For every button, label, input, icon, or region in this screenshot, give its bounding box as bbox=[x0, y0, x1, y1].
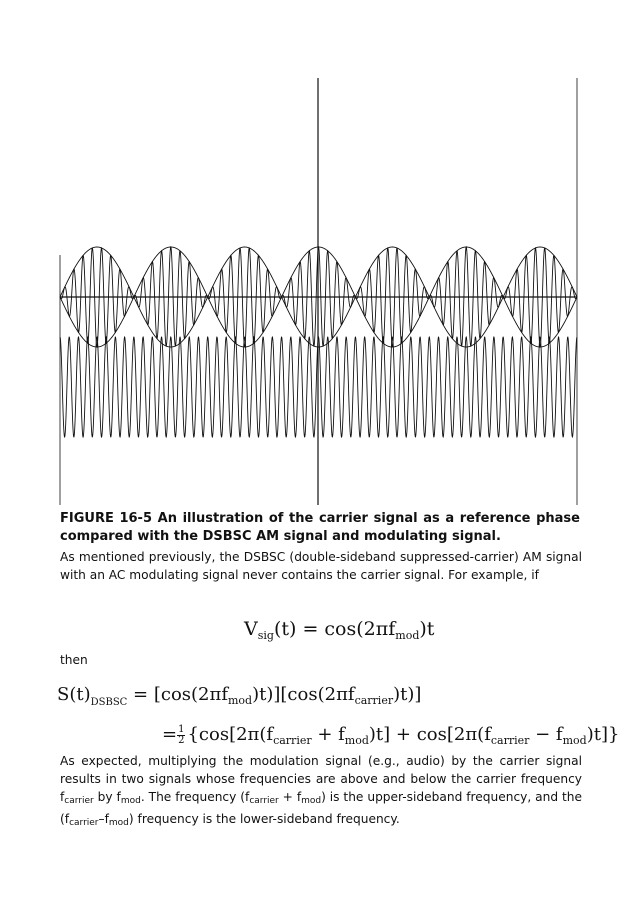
equation-expansion: = $\frac{1}{2}$ $\{\cos[2\pi(f_{carrier} + f_{mod})t] + \cos[2\pi(f_{carrier} - f_{mod})t]\}$ bbox=[162, 723, 620, 747]
signal-curves bbox=[60, 78, 577, 505]
paragraph-conclusion: As expected, multiplying the modulation signal (e.g., audio) by the carrier signal results in two signals whose frequencies are above and below the carrier frequency fcarrier by fmod. The frequency (fcarrier + fmod) is the upper-sideband frequency, and the (fcarrier–fmod) frequency is the lower-sideband frequency. bbox=[60, 754, 582, 828]
figure-caption: FIGURE 16-5 An illustration of the carrier signal as a reference phase compared with the DSBSC AM signal and modulating signal. bbox=[60, 511, 580, 544]
fraction-half: $\frac{1}{2}$ bbox=[178, 723, 185, 746]
equation-vsig: $V_{sig}(t) = \cos(2\pi f_{mod})t$ bbox=[244, 618, 435, 642]
word-then: then bbox=[60, 653, 88, 667]
equation-s-dsbsc: $S(t)_{DSBSC} = [\cos(2\pi f_{mod})t)][\cos(2\pi f_{carrier})t)$] bbox=[57, 684, 422, 708]
paragraph-intro: As mentioned previously, the DSBSC (double-sideband suppressed-carrier) AM signal with an AC modulating signal never contains the carrier signal. For example, if bbox=[60, 550, 582, 582]
